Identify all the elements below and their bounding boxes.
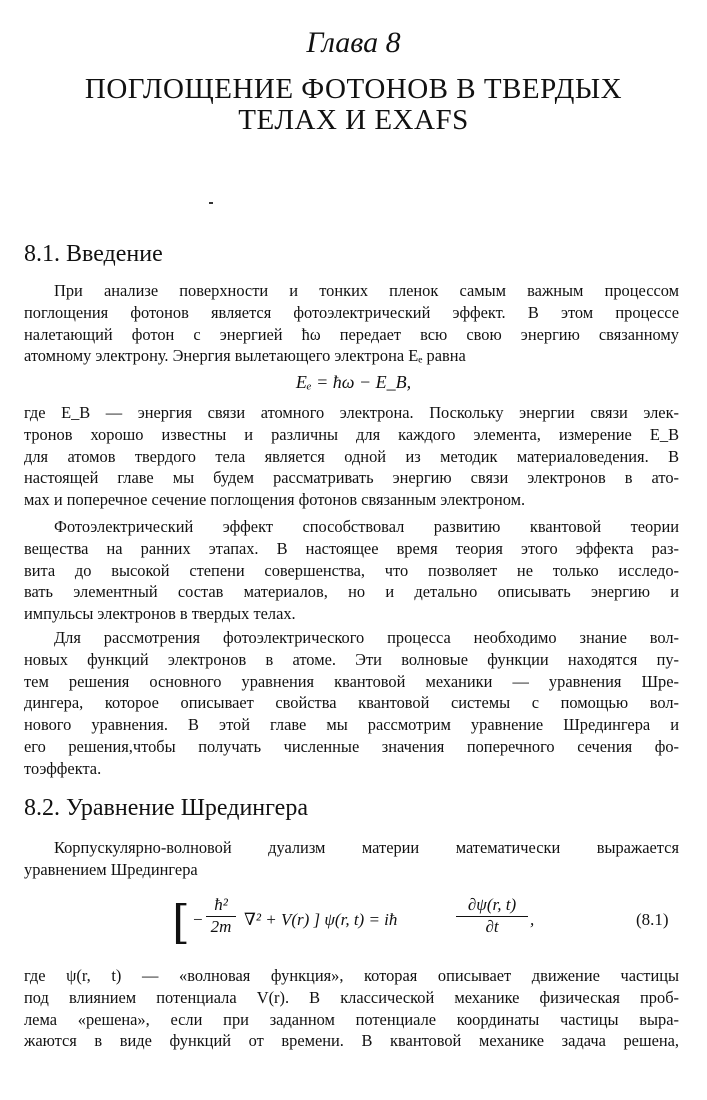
paragraph-intro-4 — [24, 627, 679, 780]
minus-sign: − — [192, 910, 204, 929]
text-line: под влиянием потенциала V(r). В классической механике физическая проб- — [24, 987, 679, 1007]
text-line: для атомов твердого тела является одной из методик материаловедения. В — [24, 446, 679, 466]
text-line: импульсы электронов в твердых телах. — [24, 604, 296, 624]
equation-middle: ∇² + V(r) ] ψ(r, t) = iħ — [244, 910, 398, 929]
chapter-title-line-2: ТЕЛАХ И EXAFS — [238, 104, 469, 136]
text-line: Корпускулярно-волновой дуализм материи математически выражается — [54, 838, 679, 857]
fraction-denominator: 2m — [210, 917, 232, 936]
chapter-title-line-1: ПОГЛОЩЕНИЕ ФОТОНОВ В ТВЕРДЫХ — [84, 73, 623, 105]
text-line: атомному электрону. Энергия вылетающего электрона Eₑ равна — [24, 346, 466, 366]
text-line: вещества на ранних этапах. В настоящее время теория этого эффекта раз- — [24, 538, 679, 558]
equation-comma: , — [530, 910, 535, 929]
time-derivative-fraction — [456, 895, 528, 937]
section-heading-intro: 8.1. Введение — [24, 241, 163, 267]
chapter-title — [0, 74, 707, 136]
text-line: дингера, которое описывает свойства квантовой системы с помощью вол- — [24, 693, 679, 713]
paragraph-intro-3 — [24, 516, 679, 625]
text-line: тронов хорошо известны и различны для каждого элемента, измерение E_B — [24, 424, 679, 444]
text-line: настоящей главе мы будем рассматривать энергию связи электронов в ато- — [24, 468, 679, 488]
section-heading-schrodinger: 8.2. Уравнение Шредингера — [24, 795, 308, 821]
text-line: Для рассмотрения фотоэлектрического процесса необходимо знание вол- — [54, 628, 679, 647]
chapter-label: Глава 8 — [306, 26, 401, 59]
hbar-fraction — [206, 895, 236, 937]
paragraph-intro-2 — [24, 402, 679, 511]
text-line: мах и поперечное сечение поглощения фотонов связанным электроном. — [24, 490, 526, 510]
text-line: новых функций электронов в атоме. Эти волновые функции находятся пу- — [24, 649, 679, 669]
equation-number: (8.1) — [636, 910, 669, 929]
text-line: поглощения фотонов является фотоэлектрический эффект. В этом процессе — [24, 302, 679, 322]
text-line: тем решения основного уравнения квантовой механики — уравнения Шре- — [24, 671, 679, 691]
fraction-numerator: ħ² — [206, 895, 236, 917]
left-bracket: [ — [172, 895, 190, 949]
binding-energy-formula: Eₑ = ħω − E_B, — [295, 372, 412, 392]
text-line: уравнением Шредингера — [24, 859, 198, 879]
paragraph-intro-1 — [24, 280, 679, 367]
text-line: При анализе поверхности и тонких пленок самым важным процессом — [54, 281, 679, 300]
schrodinger-equation — [172, 895, 692, 951]
text-line: где E_B — энергия связи атомного электрона. Поскольку энергии связи элек- — [24, 403, 679, 422]
paragraph-schrodinger-1 — [24, 837, 679, 881]
text-line: Фотоэлектрический эффект способствовал развитию квантовой теории — [54, 517, 679, 536]
text-line: вать элементный состав материалов, но и детально описывать энергию и — [24, 582, 679, 602]
print-speck — [209, 202, 213, 204]
text-line: лема «решена», если при заданном потенциале координаты частицы выра- — [24, 1009, 679, 1029]
paragraph-schrodinger-2 — [24, 965, 679, 1052]
text-line: нового уравнения. В этой главе мы рассмотрим уравнение Шредингера и — [24, 715, 679, 735]
text-line: вита до высокой степени совершенства, что позволяет не только исследо- — [24, 560, 679, 580]
text-line: налетающий фотон с энергией ħω передает всю свою энергию связанному — [24, 324, 679, 344]
fraction-denominator: ∂t — [485, 917, 499, 936]
text-line: его решения,чтобы получать численные значения поперечного сечения фо- — [24, 736, 679, 756]
text-line: жаются в виде функций от времени. В квантовой механике задача решена, — [24, 1031, 679, 1051]
text-line: тоэффекта. — [24, 758, 102, 778]
fraction-numerator: ∂ψ(r, t) — [456, 895, 528, 917]
text-line: где ψ(r, t) — «волновая функция», которая описывает движение частицы — [24, 966, 679, 985]
